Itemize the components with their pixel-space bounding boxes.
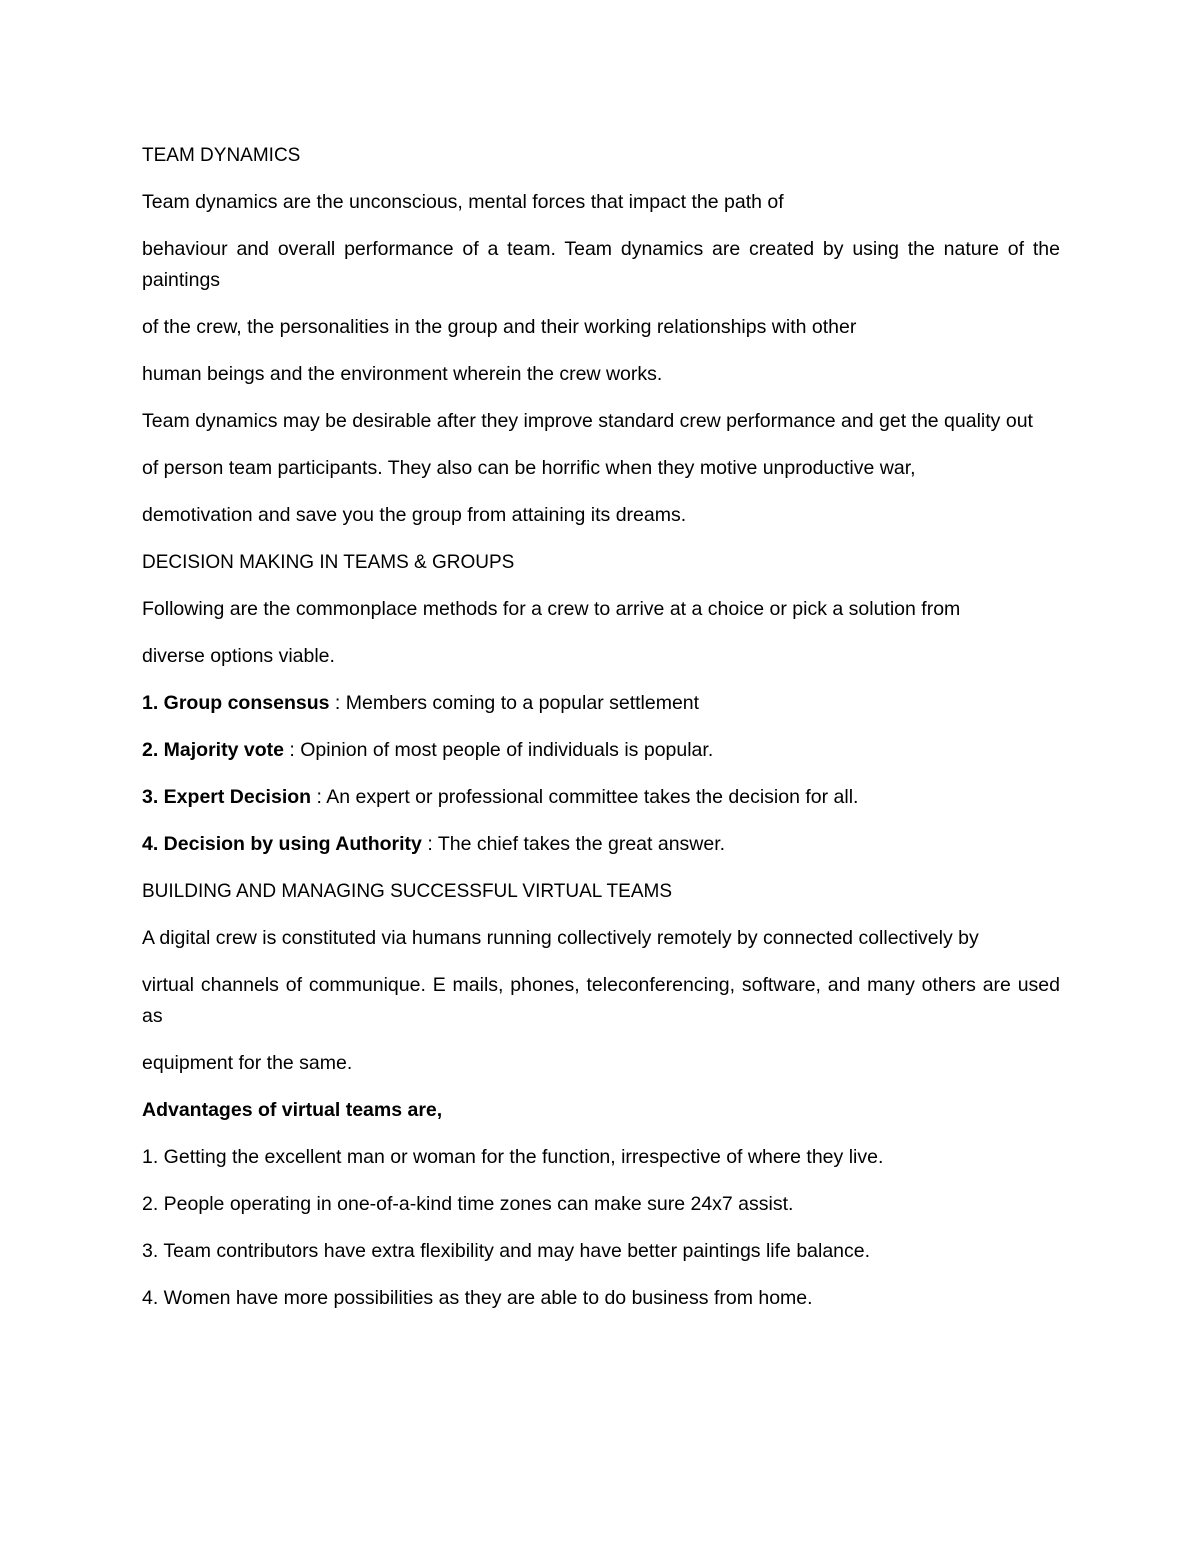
paragraph: diverse options viable. xyxy=(142,645,335,667)
advantage-item: 3. Team contributors have extra flexibility and may have better paintings life balance. xyxy=(142,1240,871,1262)
document-page xyxy=(142,140,1060,1330)
section-heading-decision-making: DECISION MAKING IN TEAMS & GROUPS xyxy=(142,552,515,573)
section-heading-team-dynamics: TEAM DYNAMICS xyxy=(142,145,301,166)
paragraph: Team dynamics may be desirable after they improve standard crew performance and get the quality out xyxy=(142,410,1033,432)
method-description: Members coming to a popular settlement xyxy=(345,692,700,714)
paragraph: human beings and the environment wherein the crew works. xyxy=(142,363,663,385)
method-term: 2. Majority vote xyxy=(142,739,284,761)
advantage-item: 1. Getting the excellent man or woman for the function, irrespective of where they live. xyxy=(142,1146,884,1168)
method-separator: : xyxy=(421,833,438,855)
paragraph: of person team participants. They also can be horrific when they motive unproductive war, xyxy=(142,457,916,479)
method-item xyxy=(142,829,1060,860)
advantages-heading: Advantages of virtual teams are, xyxy=(142,1099,443,1121)
method-term: 3. Expert Decision xyxy=(142,786,312,808)
method-description: The chief takes the great answer. xyxy=(437,833,726,855)
method-item xyxy=(142,782,1060,813)
section-heading-virtual-teams: BUILDING AND MANAGING SUCCESSFUL VIRTUAL TEAMS xyxy=(142,881,672,902)
paragraph: behaviour and overall performance of a team. Team dynamics are created by using the nature of the paintings xyxy=(142,238,1060,291)
method-description: An expert or professional committee takes the decision for all. xyxy=(326,786,859,808)
method-separator: : xyxy=(311,786,327,808)
method-item xyxy=(142,735,1060,766)
method-item xyxy=(142,688,1060,719)
advantage-item: 4. Women have more possibilities as they are able to do business from home. xyxy=(142,1287,813,1309)
paragraph: virtual channels of communique. E mails, phones, teleconferencing, software, and many others are used as xyxy=(142,974,1060,1027)
paragraph: equipment for the same. xyxy=(142,1052,353,1074)
paragraph: A digital crew is constituted via humans running collectively remotely by connected collectively by xyxy=(142,927,979,949)
paragraph: of the crew, the personalities in the group and their working relationships with other xyxy=(142,316,857,338)
method-term: 1. Group consensus xyxy=(142,692,330,714)
method-description: Opinion of most people of individuals is popular. xyxy=(300,739,714,761)
paragraph: Team dynamics are the unconscious, mental forces that impact the path of xyxy=(142,191,784,213)
method-separator: : xyxy=(329,692,346,714)
method-term: 4. Decision by using Authority xyxy=(142,833,422,855)
paragraph: Following are the commonplace methods for a crew to arrive at a choice or pick a solution from xyxy=(142,598,961,620)
advantage-item: 2. People operating in one-of-a-kind time zones can make sure 24x7 assist. xyxy=(142,1193,794,1215)
paragraph: demotivation and save you the group from attaining its dreams. xyxy=(142,504,687,526)
method-separator: : xyxy=(283,739,301,761)
